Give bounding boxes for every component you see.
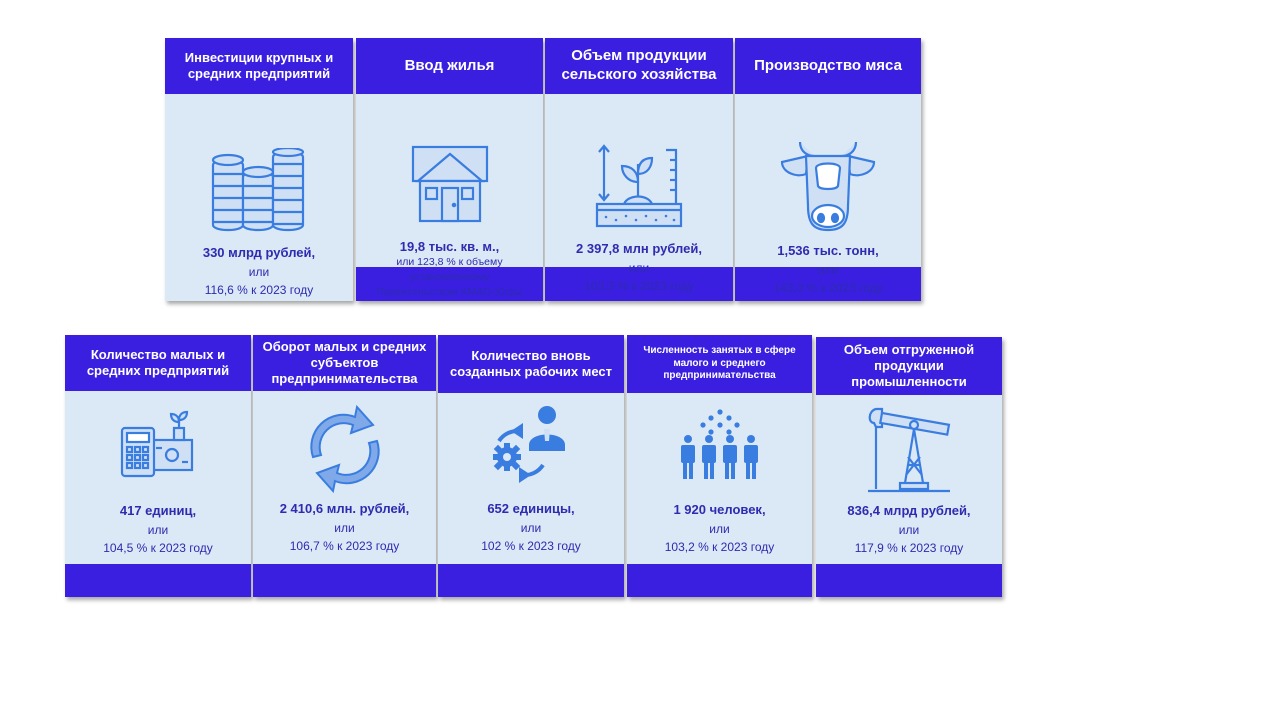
- plant-growth-icon: [545, 142, 733, 230]
- card-or: или: [817, 263, 839, 277]
- card-values: [735, 243, 921, 297]
- card-line2: или 123,8 % к объему: [396, 256, 503, 268]
- card-title: Количество малых и средних предприятий: [65, 335, 251, 391]
- house-icon: [356, 144, 543, 224]
- card-value: 836,4 млрд рублей,: [847, 503, 971, 518]
- card-footer: [816, 564, 1002, 597]
- card-line4: Правительством ХМАО-Югры: [376, 286, 523, 298]
- card-or: или: [520, 521, 542, 535]
- card-footer: [65, 564, 251, 597]
- card-or: или: [248, 265, 270, 279]
- card-percent: 102 % к 2023 году: [481, 539, 581, 553]
- card-line3: установленному: [409, 271, 490, 283]
- employee-gear-icon: [438, 403, 624, 487]
- card-percent: 116,6 % к 2023 году: [204, 283, 314, 297]
- oil-pump-icon: [816, 405, 1002, 493]
- business-calculator-icon: [65, 410, 251, 478]
- card-values: [545, 241, 733, 295]
- card-title: Оборот малых и средних субъектов предпринимательства: [253, 335, 436, 391]
- card-values: [165, 245, 353, 299]
- card-footer: [627, 564, 812, 597]
- card-meat: [735, 38, 921, 301]
- card-title: Инвестиции крупных и средних предприятий: [165, 38, 353, 94]
- card-value: 1 920 человек,: [673, 502, 766, 517]
- card-or: или: [709, 522, 730, 536]
- card-values: [627, 502, 812, 556]
- card-or: или: [628, 261, 650, 275]
- cycle-arrows-icon: [253, 403, 436, 495]
- card-sme-count: [65, 335, 251, 597]
- card-value: 652 единицы,: [487, 501, 575, 516]
- card-values: [65, 503, 251, 557]
- card-value: 417 единиц,: [119, 503, 197, 518]
- card-value: 19,8 тыс. кв. м.,: [399, 239, 500, 254]
- card-value: 2 410,6 млн. рублей,: [279, 501, 410, 516]
- coins-icon: [165, 148, 353, 234]
- card-values: [438, 501, 624, 555]
- card-sme-employed: [627, 335, 812, 597]
- cow-icon: [735, 138, 921, 234]
- card-percent: 143,3 % к 2023 году: [773, 281, 883, 295]
- card-values: [253, 501, 436, 555]
- card-or: или: [334, 521, 355, 535]
- card-or: или: [898, 523, 920, 537]
- card-percent: 103,3 % к 2023 году: [584, 279, 694, 293]
- card-title: Объем отгруженной продукции промышленности: [816, 337, 1002, 395]
- card-or: или: [147, 523, 169, 537]
- card-percent: 106,7 % к 2023 году: [289, 539, 400, 553]
- card-value: 1,536 тыс. тонн,: [777, 243, 879, 258]
- card-value: 330 млрд рублей,: [202, 245, 316, 260]
- card-percent: 117,9 % к 2023 году: [854, 541, 964, 555]
- card-values: [356, 239, 543, 300]
- card-sme-turnover: [253, 335, 436, 597]
- card-values: [816, 503, 1002, 557]
- people-group-icon: [627, 407, 812, 483]
- card-title: Численность занятых в сфере малого и среднего предпринимательства: [627, 335, 812, 393]
- card-percent: 103,2 % к 2023 году: [664, 540, 775, 554]
- card-title: Ввод жилья: [356, 38, 543, 94]
- card-industry-output: [816, 337, 1002, 597]
- card-title: Производство мяса: [735, 38, 921, 94]
- card-footer: [253, 564, 436, 597]
- card-value: 2 397,8 млн рублей,: [576, 241, 702, 256]
- card-title: Объем продукции сельского хозяйства: [545, 38, 733, 94]
- card-new-jobs: [438, 335, 624, 597]
- card-title: Количество вновь созданных рабочих мест: [438, 335, 624, 393]
- card-agriculture: [545, 38, 733, 301]
- card-housing: [356, 38, 543, 301]
- card-investments: [165, 38, 353, 301]
- card-percent: 104,5 % к 2023 году: [103, 541, 213, 555]
- card-footer: [438, 564, 624, 597]
